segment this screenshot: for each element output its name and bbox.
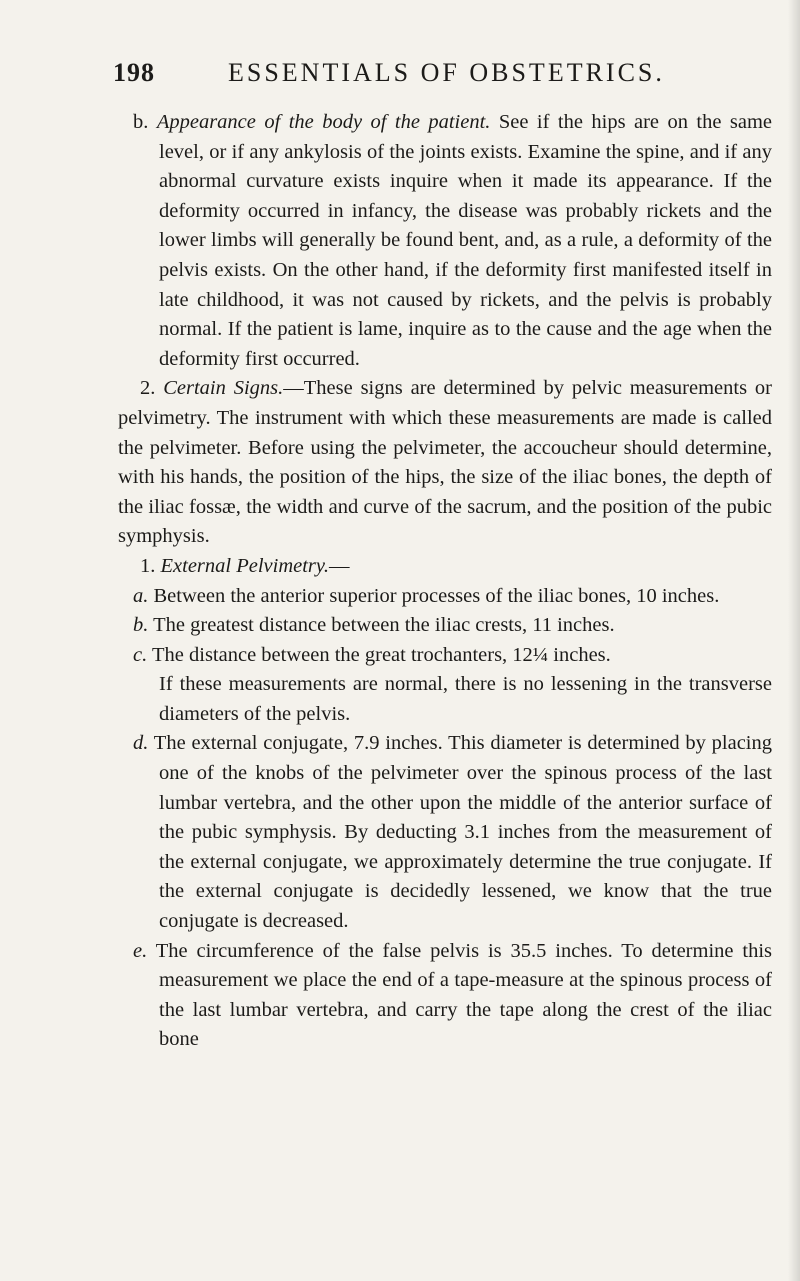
item-label: d. <box>133 732 149 755</box>
item-label: b. <box>133 111 149 133</box>
running-header <box>113 58 673 90</box>
paragraph-external-pelvimetry <box>112 552 772 582</box>
measurement-item-b <box>112 611 772 641</box>
measurement-item-d <box>112 729 772 936</box>
item-text: See if the hips are on the same level, or if any ankylosis of the joints exists. Examine the spine, and if any abnormal curvature exists inquire when it made its appearance. If the deformity occurred in infancy, the disease was probably rickets and the lower limbs will generally be found bent, and, as a rule, a deformity of the pelvis exists. On the other hand, if the deformity first manifested itself in late childhood, it was not caused by rickets, and the pelvis is probably normal. If the patient is lame, inquire as to the cause and the age when the deformity first occurred. <box>159 111 773 370</box>
measurement-item-a <box>112 582 772 612</box>
item-text: Between the anterior superior processes of the iliac bones, 10 inches. <box>153 584 720 607</box>
item-label: e. <box>133 939 148 962</box>
item-label: 2. <box>140 377 156 400</box>
item-label: 1. <box>140 554 156 577</box>
item-label: c. <box>133 643 148 666</box>
item-text: If these measurements are normal, there is no lessening in the transverse diameters of the pelvis. <box>159 673 772 725</box>
paragraph-appearance-of-body <box>112 108 772 374</box>
item-text: — <box>329 554 350 577</box>
measurement-item-e <box>112 937 772 1055</box>
item-text: The external conjugate, 7.9 inches. This diameter is determined by placing one of the knobs of the pelvimeter over the spinous process of the last lumbar vertebra, and the other upon the middle of the anterior surface of the pubic symphysis. By deducting 3.1 inches from the measurement of the external conjugate, we approximately determine the true conjugate. If the external conjugate is decidedly lessened, we know that the true conjugate is decreased. <box>153 732 772 933</box>
item-text: —These signs are determined by pelvic measurements or pelvimetry. The instrument with which these measurements are made is called the pelvimeter. Before using the pelvimeter, the accoucheur should determine, with his hands, the position of the hips, the size of the iliac bones, the depth of the iliac fossæ, the width and curve of the sacrum, and the position of the pubic symphysis. <box>118 377 772 548</box>
page-body <box>112 108 772 1055</box>
item-text: The distance between the great trochanters, 12¼ inches. <box>152 643 611 666</box>
item-label: b. <box>133 614 149 637</box>
measurement-item-c-continuation <box>112 670 772 729</box>
page-number: 198 <box>113 58 155 87</box>
paragraph-certain-signs <box>112 374 772 552</box>
item-heading: Certain Signs. <box>163 377 284 400</box>
running-title: ESSENTIALS OF OBSTETRICS. <box>228 58 665 87</box>
measurement-item-c <box>112 641 772 671</box>
item-heading: External Pelvimetry. <box>160 554 329 577</box>
page-edge-shadow <box>788 0 800 1281</box>
item-text: The circumference of the false pelvis is 35.5 inches. To determine this measurement we place the end of a tape-measure at the spinous process of the last lumbar vertebra, and carry the tape along the crest of the iliac bone <box>155 939 772 1051</box>
item-heading: Appearance of the body of the patient. <box>156 111 491 133</box>
item-text: The greatest distance between the iliac crests, 11 inches. <box>153 614 615 637</box>
item-label: a. <box>133 584 149 607</box>
